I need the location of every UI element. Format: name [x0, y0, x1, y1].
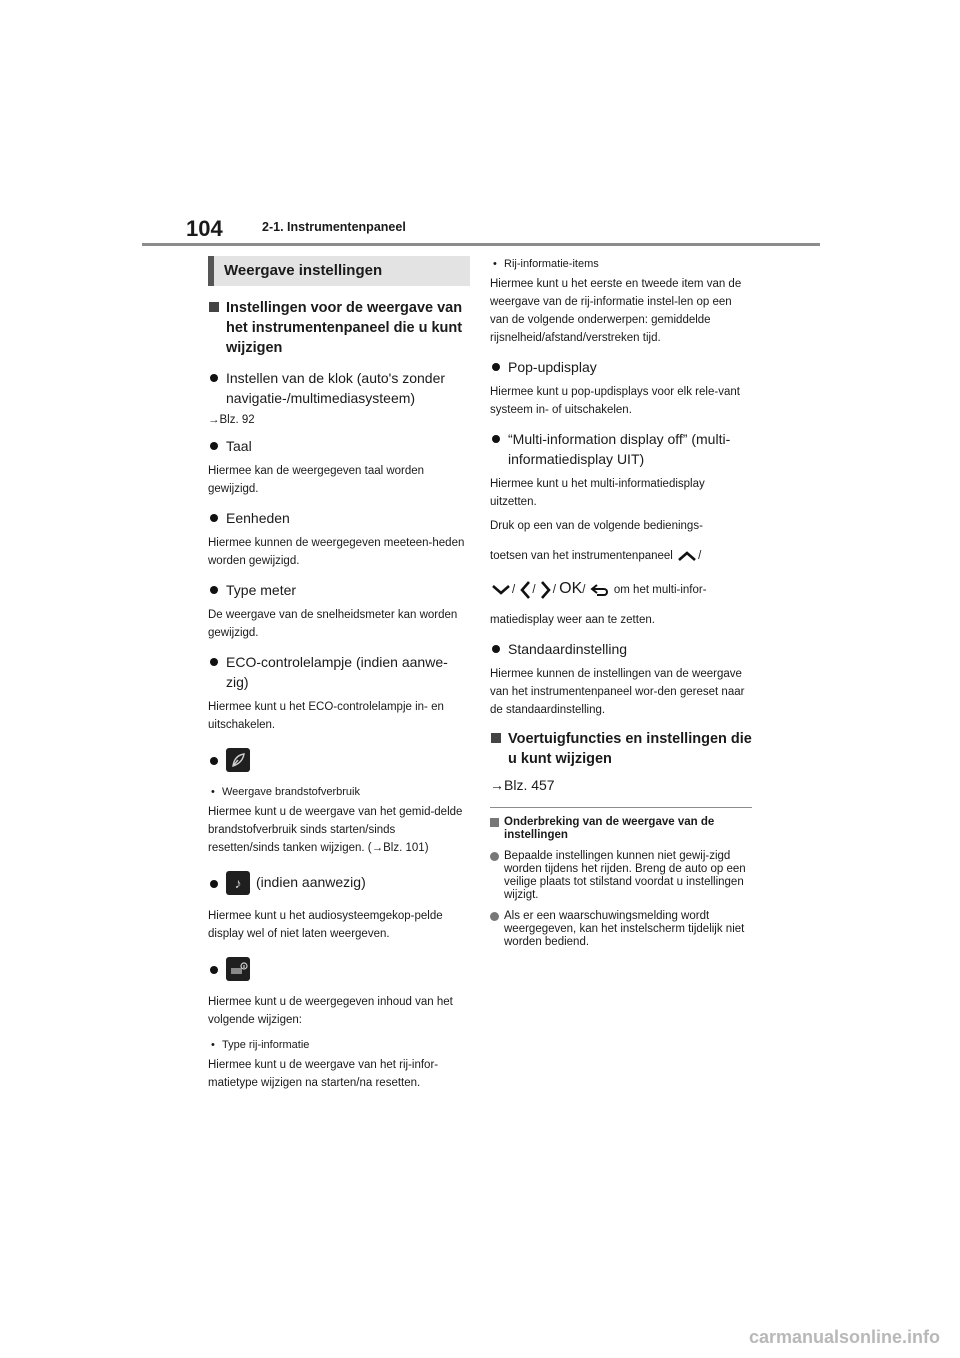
- right-column: [490, 256, 752, 957]
- item-taal: Taal: [208, 436, 470, 456]
- text-type: Hiermee kunt u de weergave van het rij-infor-matietype wijzigen na starten/na resetten.: [208, 1059, 439, 1089]
- heading-settings: Instellingen voor de weergave van het instrumentenpaneel die u kunt wijzigen: [208, 298, 470, 358]
- note-2: Als er een waarschuwingsmelding wordt weergegeven, kan het instelscherm tijdelijk niet worden bediend.: [490, 910, 752, 949]
- ok-button-label: OK: [559, 580, 583, 598]
- item-eenheden: Eenheden: [208, 508, 470, 528]
- item-popup: Pop-updisplay: [490, 357, 752, 377]
- text-default: Hiermee kunnen de instellingen van de weergave van het instrumentenpaneel wor-den gereset naar de standaardinstelling.: [490, 668, 745, 716]
- dot-bullet-icon: [210, 880, 218, 888]
- back-arrow-icon: [589, 582, 611, 598]
- item-default: Standaardinstelling: [490, 639, 752, 659]
- bullet-fuel: • Weergave brandstofverbruik: [211, 786, 360, 798]
- text-meter: De weergave van de snelheidsmeter kan worden gewijzigd.: [208, 609, 458, 639]
- page-number: 104: [186, 216, 223, 241]
- text-info: Hiermee kunt u de weergegeven inhoud van het volgende wijzigen:: [208, 996, 453, 1026]
- text-audio: Hiermee kunt u het audiosysteemgekop-pelde display wel of niet laten weergeven.: [208, 910, 443, 940]
- item-info-icon-row: [208, 957, 470, 983]
- note-1: Bepaalde instellingen kunnen niet gewij-zigd worden tijdens het rijden. Breng de auto op een veilige plaats tot stilstand voordat u instellingen wijzigt.: [490, 850, 752, 902]
- dot-bullet-icon: [492, 435, 500, 443]
- dot-bullet-icon: [492, 363, 500, 371]
- square-bullet-icon: [491, 733, 501, 743]
- item-fuel-icon-row: [208, 748, 470, 774]
- dot-bullet-icon: [210, 757, 218, 765]
- dot-bullet-icon: [210, 586, 218, 594]
- chevron-left-icon: [518, 579, 532, 601]
- text-taal: Hiermee kan de weergegeven taal worden gewijzigd.: [208, 465, 425, 495]
- bullet-items: • Rij-informatie-items: [493, 258, 599, 270]
- dot-bullet-icon: [210, 658, 218, 666]
- item-audio-icon-row: [208, 871, 470, 897]
- chevron-right-icon: [539, 579, 553, 601]
- ref-vehicle[interactable]: →Blz. 457: [490, 777, 555, 793]
- item-clock: Instellen van de klok (auto's zonder navigatie-/multimediasysteem): [208, 368, 470, 408]
- item-midoff: “Multi-information display off” (multi-informatiedisplay UIT): [490, 429, 752, 469]
- text-eco: Hiermee kunt u het ECO-controlelampje in- en uitschakelen.: [208, 701, 444, 731]
- chevron-down-icon: [490, 583, 512, 597]
- chevron-up-icon: [676, 549, 698, 563]
- section-banner: Weergave instellingen: [208, 256, 470, 286]
- square-bullet-icon: [490, 818, 499, 827]
- item-eco: ECO-controlelampje (indien aanwe-zig): [208, 652, 470, 692]
- item-meter: Type meter: [208, 580, 470, 600]
- dot-bullet-icon: [490, 852, 499, 861]
- dot-bullet-icon: [210, 374, 218, 382]
- eco-leaf-icon: [226, 748, 250, 772]
- text-fuel: Hiermee kunt u de weergave van het gemid-delde brandstofverbruik sinds starten/sinds resetten/sinds tanken wijzigen. (→Blz. 101): [208, 806, 463, 854]
- dot-bullet-icon: [210, 966, 218, 974]
- text-press: Druk op een van de volgende bedienings-: [490, 520, 703, 532]
- text-midoff: Hiermee kunt u het multi-informatiedisplay uitzetten.: [490, 478, 705, 508]
- section-title: 2-1. Instrumentenpaneel: [262, 220, 406, 234]
- text-weer: matiedisplay weer aan te zetten.: [490, 614, 655, 626]
- note-title: Onderbreking van de weergave van de instellingen: [490, 816, 752, 842]
- note-rule: [490, 807, 752, 808]
- bullet-type: • Type rij-informatie: [211, 1039, 310, 1051]
- watermark: carmanualsonline.info: [748, 1327, 940, 1347]
- text-eenheden: Hiermee kunnen de weergegeven meeteen-heden worden gewijzigd.: [208, 537, 465, 567]
- ref-clock[interactable]: →Blz. 92: [208, 414, 255, 426]
- text-items: Hiermee kunt u het eerste en tweede item van de weergave van de rij-informatie instel-len op een van de volgende onderwerpen: gemiddelde rijsnelheid/afstand/verstreken tijd.: [490, 278, 742, 344]
- header-rule: [142, 243, 820, 246]
- dot-bullet-icon: [210, 442, 218, 450]
- buttons-line-1: toetsen van het instrumentenpaneel /: [490, 550, 702, 562]
- left-column: [208, 256, 470, 1098]
- audio-suffix: (indien aanwezig): [256, 874, 366, 890]
- heading-vehicle: Voertuigfuncties en instellingen die u kunt wijzigen: [490, 729, 752, 769]
- square-bullet-icon: [209, 302, 219, 312]
- dot-bullet-icon: [492, 645, 500, 653]
- text-popup: Hiermee kunt u pop-updisplays voor elk rele-vant systeem in- of uitschakelen.: [490, 386, 740, 416]
- music-note-icon: ♪: [226, 871, 250, 895]
- drive-info-icon: [226, 957, 250, 981]
- dot-bullet-icon: [490, 912, 499, 921]
- buttons-line-2: / / / OK/ om het multi-infor-: [490, 579, 752, 601]
- dot-bullet-icon: [210, 514, 218, 522]
